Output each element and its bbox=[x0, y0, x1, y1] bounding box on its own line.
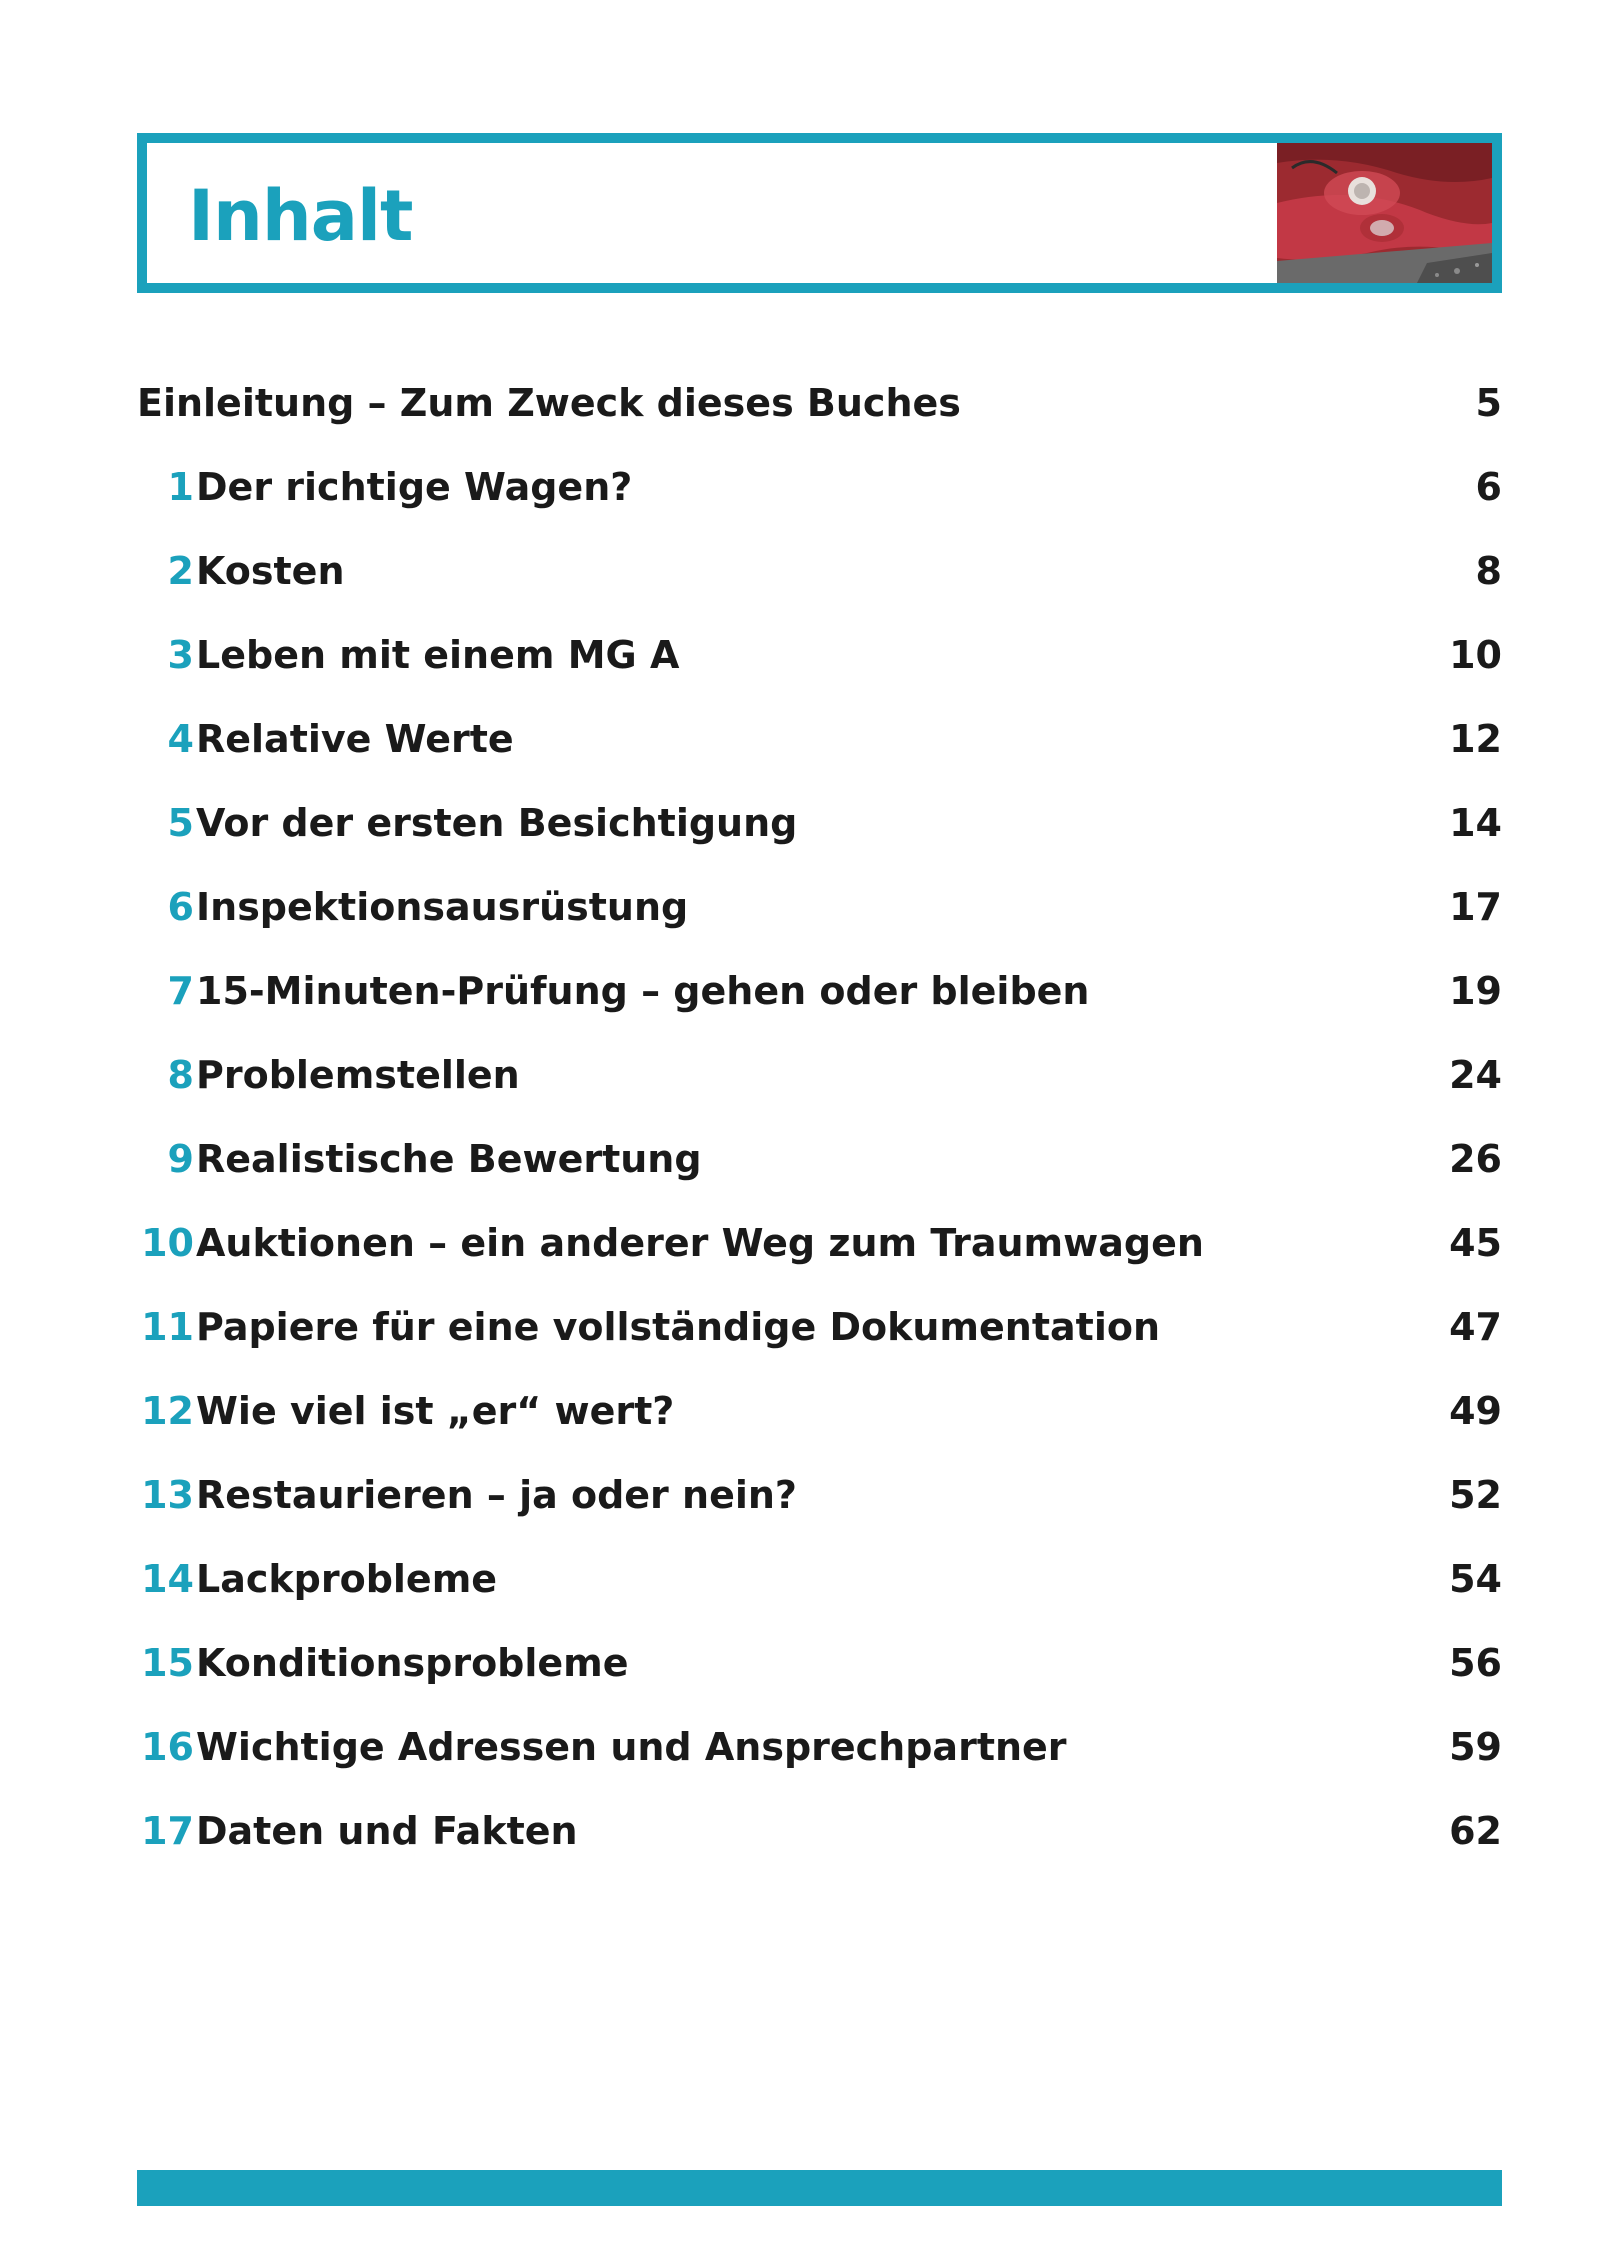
toc-entries bbox=[137, 454, 1502, 1882]
toc-page-number: 14 bbox=[1449, 801, 1502, 845]
toc-entry-row[interactable] bbox=[137, 958, 1502, 1042]
table-of-contents bbox=[137, 370, 1502, 1882]
toc-chapter-number: 2 bbox=[167, 549, 194, 593]
toc-chapter-title: Kosten bbox=[196, 549, 345, 593]
toc-chapter-title: Lackprobleme bbox=[196, 1557, 498, 1601]
toc-chapter-number: 15 bbox=[141, 1641, 194, 1685]
toc-entry-row[interactable] bbox=[137, 1546, 1502, 1630]
toc-page-number: 6 bbox=[1475, 465, 1502, 509]
header-box bbox=[137, 133, 1502, 293]
toc-chapter-number: 7 bbox=[167, 969, 194, 1013]
toc-chapter-number: 6 bbox=[167, 885, 194, 929]
toc-intro-page: 5 bbox=[1475, 381, 1502, 425]
toc-chapter-number: 5 bbox=[167, 801, 194, 845]
toc-page-number: 10 bbox=[1449, 633, 1502, 677]
toc-chapter-number: 4 bbox=[167, 717, 194, 761]
toc-entry-row[interactable] bbox=[137, 1714, 1502, 1798]
toc-chapter-number: 8 bbox=[167, 1053, 194, 1097]
toc-page-number: 8 bbox=[1475, 549, 1502, 593]
toc-entry-row[interactable] bbox=[137, 1210, 1502, 1294]
toc-chapter-number: 17 bbox=[141, 1809, 194, 1853]
toc-page-number: 62 bbox=[1449, 1809, 1502, 1853]
toc-entry-row[interactable] bbox=[137, 1294, 1502, 1378]
toc-chapter-number: 12 bbox=[141, 1389, 194, 1433]
toc-page-number: 49 bbox=[1449, 1389, 1502, 1433]
toc-chapter-title: Problemstellen bbox=[196, 1053, 520, 1097]
toc-intro-row[interactable] bbox=[137, 370, 1502, 454]
toc-page-number: 24 bbox=[1449, 1053, 1502, 1097]
toc-page-number: 52 bbox=[1449, 1473, 1502, 1517]
toc-intro-title: Einleitung – Zum Zweck dieses Buches bbox=[137, 381, 961, 425]
page-title: Inhalt bbox=[188, 175, 413, 257]
toc-entry-row[interactable] bbox=[137, 622, 1502, 706]
toc-chapter-title: Papiere für eine vollständige Dokumentation bbox=[196, 1305, 1161, 1349]
toc-entry-row[interactable] bbox=[137, 874, 1502, 958]
toc-chapter-title: Wichtige Adressen und Ansprechpartner bbox=[196, 1725, 1067, 1769]
toc-chapter-title: 15-Minuten-Prüfung – gehen oder bleiben bbox=[196, 969, 1090, 1013]
toc-chapter-title: Leben mit einem MG A bbox=[196, 633, 680, 677]
toc-chapter-title: Relative Werte bbox=[196, 717, 514, 761]
toc-chapter-number: 14 bbox=[141, 1557, 194, 1601]
red-classic-car-photo-icon bbox=[1277, 143, 1492, 283]
toc-chapter-title: Inspektionsausrüstung bbox=[196, 885, 689, 929]
toc-entry-row[interactable] bbox=[137, 1462, 1502, 1546]
toc-chapter-number: 16 bbox=[141, 1725, 194, 1769]
toc-chapter-title: Vor der ersten Besichtigung bbox=[196, 801, 798, 845]
toc-chapter-title: Daten und Fakten bbox=[196, 1809, 578, 1853]
toc-chapter-title: Auktionen – ein anderer Weg zum Traumwagen bbox=[196, 1221, 1204, 1265]
toc-page-number: 56 bbox=[1449, 1641, 1502, 1685]
toc-chapter-number: 11 bbox=[141, 1305, 194, 1349]
toc-page-number: 59 bbox=[1449, 1725, 1502, 1769]
toc-page-number: 47 bbox=[1449, 1305, 1502, 1349]
toc-page-number: 19 bbox=[1449, 969, 1502, 1013]
toc-entry-row[interactable] bbox=[137, 706, 1502, 790]
toc-chapter-number: 10 bbox=[141, 1221, 194, 1265]
toc-entry-row[interactable] bbox=[137, 454, 1502, 538]
toc-entry-row[interactable] bbox=[137, 1798, 1502, 1882]
toc-page-number: 45 bbox=[1449, 1221, 1502, 1265]
toc-chapter-title: Realistische Bewertung bbox=[196, 1137, 702, 1181]
toc-chapter-title: Wie viel ist „er“ wert? bbox=[196, 1389, 675, 1433]
toc-chapter-number: 13 bbox=[141, 1473, 194, 1517]
toc-entry-row[interactable] bbox=[137, 538, 1502, 622]
toc-entry-row[interactable] bbox=[137, 1126, 1502, 1210]
toc-chapter-title: Konditionsprobleme bbox=[196, 1641, 629, 1685]
toc-entry-row[interactable] bbox=[137, 1378, 1502, 1462]
toc-page-number: 54 bbox=[1449, 1557, 1502, 1601]
toc-page-number: 12 bbox=[1449, 717, 1502, 761]
toc-chapter-number: 3 bbox=[167, 633, 194, 677]
toc-chapter-number: 1 bbox=[167, 465, 194, 509]
toc-chapter-title: Der richtige Wagen? bbox=[196, 465, 633, 509]
toc-page-number: 17 bbox=[1449, 885, 1502, 929]
toc-chapter-title: Restaurieren – ja oder nein? bbox=[196, 1473, 797, 1517]
toc-page-number: 26 bbox=[1449, 1137, 1502, 1181]
toc-chapter-number: 9 bbox=[167, 1137, 194, 1181]
footer-bar bbox=[137, 2170, 1502, 2206]
toc-entry-row[interactable] bbox=[137, 1630, 1502, 1714]
toc-entry-row[interactable] bbox=[137, 790, 1502, 874]
toc-entry-row[interactable] bbox=[137, 1042, 1502, 1126]
